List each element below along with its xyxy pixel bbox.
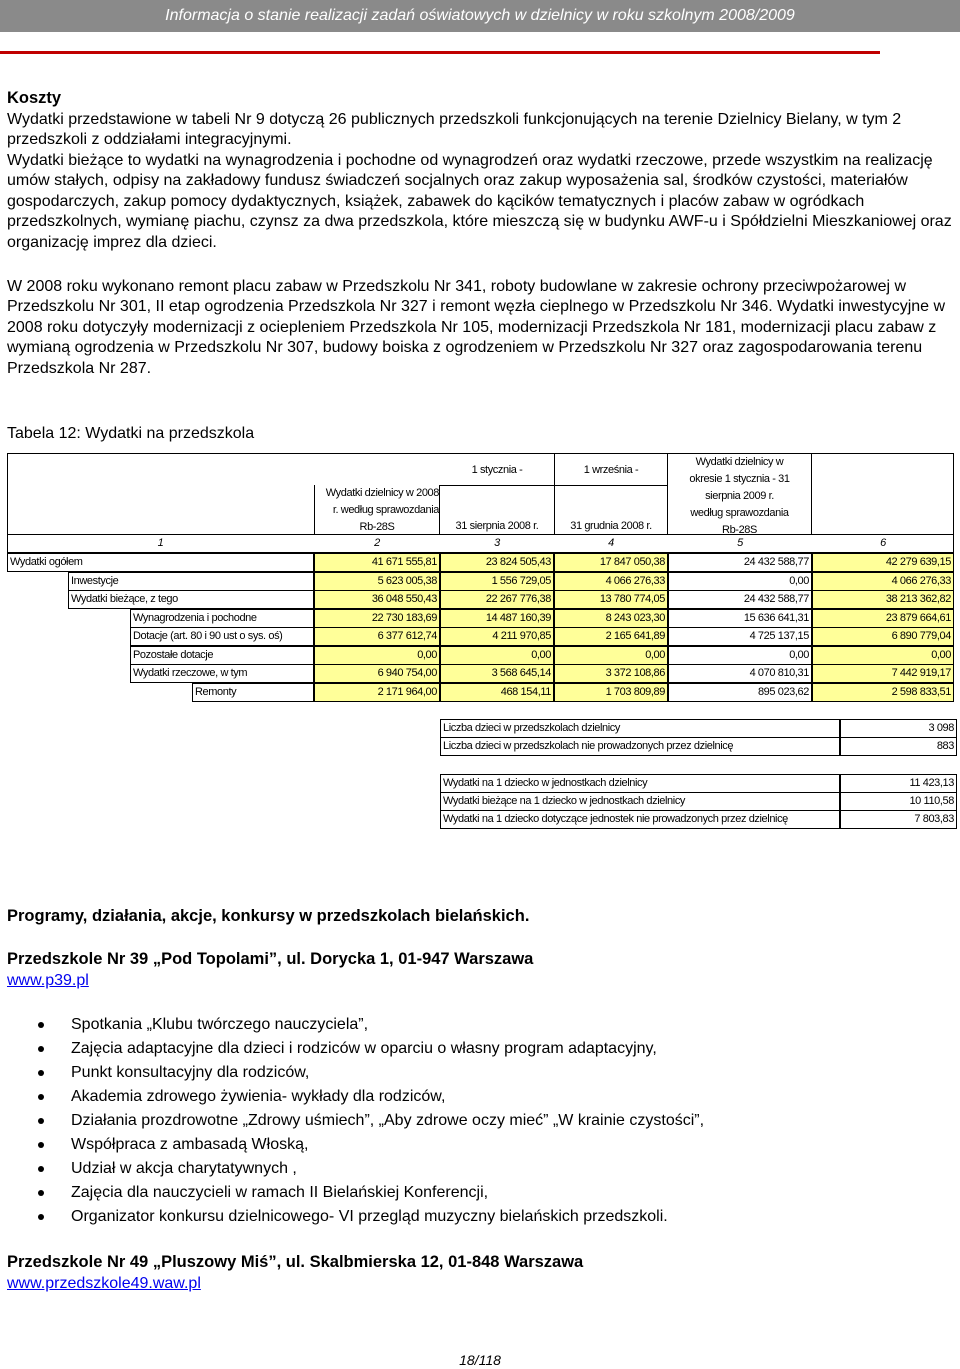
summary-value: 11 423,13 bbox=[840, 774, 957, 793]
table-cell: 2 171 964,00 bbox=[314, 683, 440, 702]
col-number: 2 bbox=[374, 537, 380, 549]
table-cell: 0,00 bbox=[554, 646, 668, 665]
table-cell: 468 154,11 bbox=[440, 683, 554, 702]
header-col4-top: 1 września - bbox=[583, 464, 639, 476]
p49-title: Przedszkole Nr 49 „Pluszowy Miś”, ul. Skalbmierska 12, 01-848 Warszawa bbox=[7, 1253, 584, 1271]
table-cell: 1 703 809,89 bbox=[554, 683, 668, 702]
summary-label: Liczba dzieci w przedszkolach dzielnicy bbox=[440, 719, 840, 738]
col-number: 4 bbox=[608, 537, 614, 549]
row-label-wydatki-ogolem: Wydatki ogółem bbox=[7, 553, 314, 572]
header-col3-top: 1 stycznia - bbox=[471, 464, 523, 476]
bullet-icon bbox=[38, 1190, 44, 1196]
table-cell: 17 847 050,38 bbox=[554, 553, 668, 572]
table-cell: 41 671 555,81 bbox=[314, 553, 440, 572]
table-cell: 4 066 276,33 bbox=[554, 572, 668, 591]
table-cell: 13 780 774,05 bbox=[554, 590, 668, 609]
summary-label: Liczba dzieci w przedszkolach nie prowadzonych przez dzielnicę bbox=[440, 737, 840, 756]
row-label-wynagrodzenia: Wynagrodzenia i pochodne bbox=[130, 609, 314, 628]
table-cell: 4 211 970,85 bbox=[440, 627, 554, 646]
table-caption: Tabela 12: Wydatki na przedszkola bbox=[7, 425, 255, 442]
row-label-pozostale-dotacje: Pozostałe dotacje bbox=[130, 646, 314, 665]
row-label-inwestycje: Inwestycje bbox=[68, 572, 314, 591]
bullet-icon bbox=[38, 1214, 44, 1220]
table-cell: 1 556 729,05 bbox=[440, 572, 554, 591]
summary-value: 883 bbox=[840, 737, 957, 756]
table-cell: 23 824 505,43 bbox=[440, 553, 554, 572]
header-rule-col4 bbox=[554, 485, 668, 486]
table-cell: 6 377 612,74 bbox=[314, 627, 440, 646]
table-cell: 0,00 bbox=[440, 646, 554, 665]
page-number: 18/118 bbox=[459, 1352, 501, 1368]
row-label-wydatki-biezace: Wydatki bieżące, z tego bbox=[68, 590, 314, 609]
bullet-icon bbox=[38, 1166, 44, 1172]
header-divider bbox=[0, 51, 880, 54]
table-cell: 4 066 276,33 bbox=[812, 572, 954, 591]
paragraph-1: Wydatki przedstawione w tabeli Nr 9 dotyczą 26 publicznych przedszkoli funkcjonujących na terenie Dzielnicy Bielany, w tym 2 przedszkoli z oddziałami integracyjnymi. bbox=[7, 111, 902, 149]
header-col4-bottom: 31 grudnia 2008 r. bbox=[570, 520, 652, 532]
table-cell: 0,00 bbox=[812, 646, 954, 665]
p39-title: Przedszkole Nr 39 „Pod Topolami”, ul. Dorycka 1, 01-947 Warszawa bbox=[7, 950, 534, 968]
summary-value: 3 098 bbox=[840, 719, 957, 738]
section-title: Koszty bbox=[7, 89, 62, 107]
table-cell: 8 243 023,30 bbox=[554, 609, 668, 628]
table-cell: 15 636 641,31 bbox=[668, 609, 812, 628]
table-cell: 4 070 810,31 bbox=[668, 664, 812, 683]
table-cell: 4 725 137,15 bbox=[668, 627, 812, 646]
table-cell: 2 598 833,51 bbox=[812, 683, 954, 702]
programs-title: Programy, działania, akcje, konkursy w przedszkolach bielańskich. bbox=[7, 907, 530, 925]
table-cell: 24 432 588,77 bbox=[668, 553, 812, 572]
bullet-icon bbox=[38, 1094, 44, 1100]
table-cell: 895 023,62 bbox=[668, 683, 812, 702]
table-cell: 3 568 645,14 bbox=[440, 664, 554, 683]
document-header: Informacja o stanie realizacji zadań oświatowych w dzielnicy w roku szkolnym 2008/2009 bbox=[0, 0, 960, 32]
summary-label: Wydatki na 1 dziecko w jednostkach dzielnicy bbox=[440, 774, 840, 793]
bullet-icon bbox=[38, 1142, 44, 1148]
bullet-icon bbox=[38, 1118, 44, 1124]
summary-value: 10 110,58 bbox=[840, 792, 957, 811]
table-cell: 3 372 108,86 bbox=[554, 664, 668, 683]
table-cell: 24 432 588,77 bbox=[668, 590, 812, 609]
header-col5: Wydatki dzielnicy w okresie 1 stycznia - 31 sierpnia 2009 r. według sprawozdania Rb-28S bbox=[668, 453, 812, 535]
table-cell: 0,00 bbox=[668, 646, 812, 665]
table-cell: 2 165 641,89 bbox=[554, 627, 668, 646]
header-col3-bottom: 31 sierpnia 2008 r. bbox=[455, 520, 539, 532]
table-cell: 42 279 639,15 bbox=[812, 553, 954, 572]
table-cell: 7 442 919,17 bbox=[812, 664, 954, 683]
table-cell: 6 890 779,04 bbox=[812, 627, 954, 646]
table-cell: 0,00 bbox=[314, 646, 440, 665]
table-cell: 36 048 550,43 bbox=[314, 590, 440, 609]
p39-website-link[interactable]: www.p39.pl bbox=[7, 972, 89, 989]
col-number: 1 bbox=[157, 537, 164, 549]
table-cell: 23 879 664,61 bbox=[812, 609, 954, 628]
summary-value: 7 803,83 bbox=[840, 810, 957, 829]
paragraph-2: Wydatki bieżące to wydatki na wynagrodzenia i pochodne od wynagrodzeń oraz wydatki rzeczowe, przede wszystkim na realizację umów stałych, odpisy na zakładowy fundusz świadczeń socjalnych oraz zakup wyposażenia sal, środków czystości, materiałów gospodarczych, zakup pomocy dydaktycznych, książek, zabawek do kącików tematycznych i placów zabaw w ogródkach przedszkolnych, wymianę piachu, czynsz za dwa przedszkola, które mieszczą się w budynku AWF-u i Spółdzielni Mieszkaniowej oraz organizację imprez dla dzieci. bbox=[7, 152, 952, 251]
header-col2: Wydatki dzielnicy w 2008 r. według sprawozdania Rb-28S bbox=[314, 485, 440, 535]
summary-label: Wydatki na 1 dziecko dotyczące jednostek nie prowadzonych przez dzielnicę bbox=[440, 810, 840, 829]
table-cell: 5 623 005,38 bbox=[314, 572, 440, 591]
table-cell: 14 487 160,39 bbox=[440, 609, 554, 628]
p49-website-link[interactable]: www.przedszkole49.waw.pl bbox=[7, 1275, 201, 1292]
bullet-icon bbox=[38, 1046, 44, 1052]
row-label-wydatki-rzeczowe: Wydatki rzeczowe, w tym bbox=[130, 664, 314, 683]
table-cell: 22 730 183,69 bbox=[314, 609, 440, 628]
row-label-remonty: Remonty bbox=[192, 683, 314, 702]
table-cell: 6 940 754,00 bbox=[314, 664, 440, 683]
summary-label: Wydatki bieżące na 1 dziecko w jednostkach dzielnicy bbox=[440, 792, 840, 811]
table-cell: 38 213 362,82 bbox=[812, 590, 954, 609]
col-number: 5 bbox=[737, 537, 743, 549]
col-number: 6 bbox=[880, 537, 886, 549]
bullet-icon bbox=[38, 1070, 44, 1076]
table-cell: 22 267 776,38 bbox=[440, 590, 554, 609]
table-cell: 0,00 bbox=[668, 572, 812, 591]
bullet-icon bbox=[38, 1022, 44, 1028]
row-label-dotacje: Dotacje (art. 80 i 90 ust o sys. oś) bbox=[130, 627, 314, 646]
paragraph-3: W 2008 roku wykonano remont placu zabaw w Przedszkolu Nr 341, roboty budowlane w zakresie ochrony przeciwpożarowej w Przedszkolu Nr 301, II etap ogrodzenia Przedszkola Nr 327 i remont węzła cieplnego w Przedszkolu Nr 346. Wydatki inwestycyjne w 2008 roku dotyczyły modernizacji z ociepleniem Przedszkola Nr 105, modernizacji Przedszkola Nr 181, modernizacji placu zabaw z wymianą ogrodzenia w Przedszkolu Nr 307, budowy boiska z ogrodzeniem w Przedszkolu Nr 327 oraz zagospodarowania terenu Przedszkola Nr 287. bbox=[7, 278, 946, 377]
header-rule-col3 bbox=[440, 485, 554, 486]
col-number: 3 bbox=[494, 537, 500, 549]
